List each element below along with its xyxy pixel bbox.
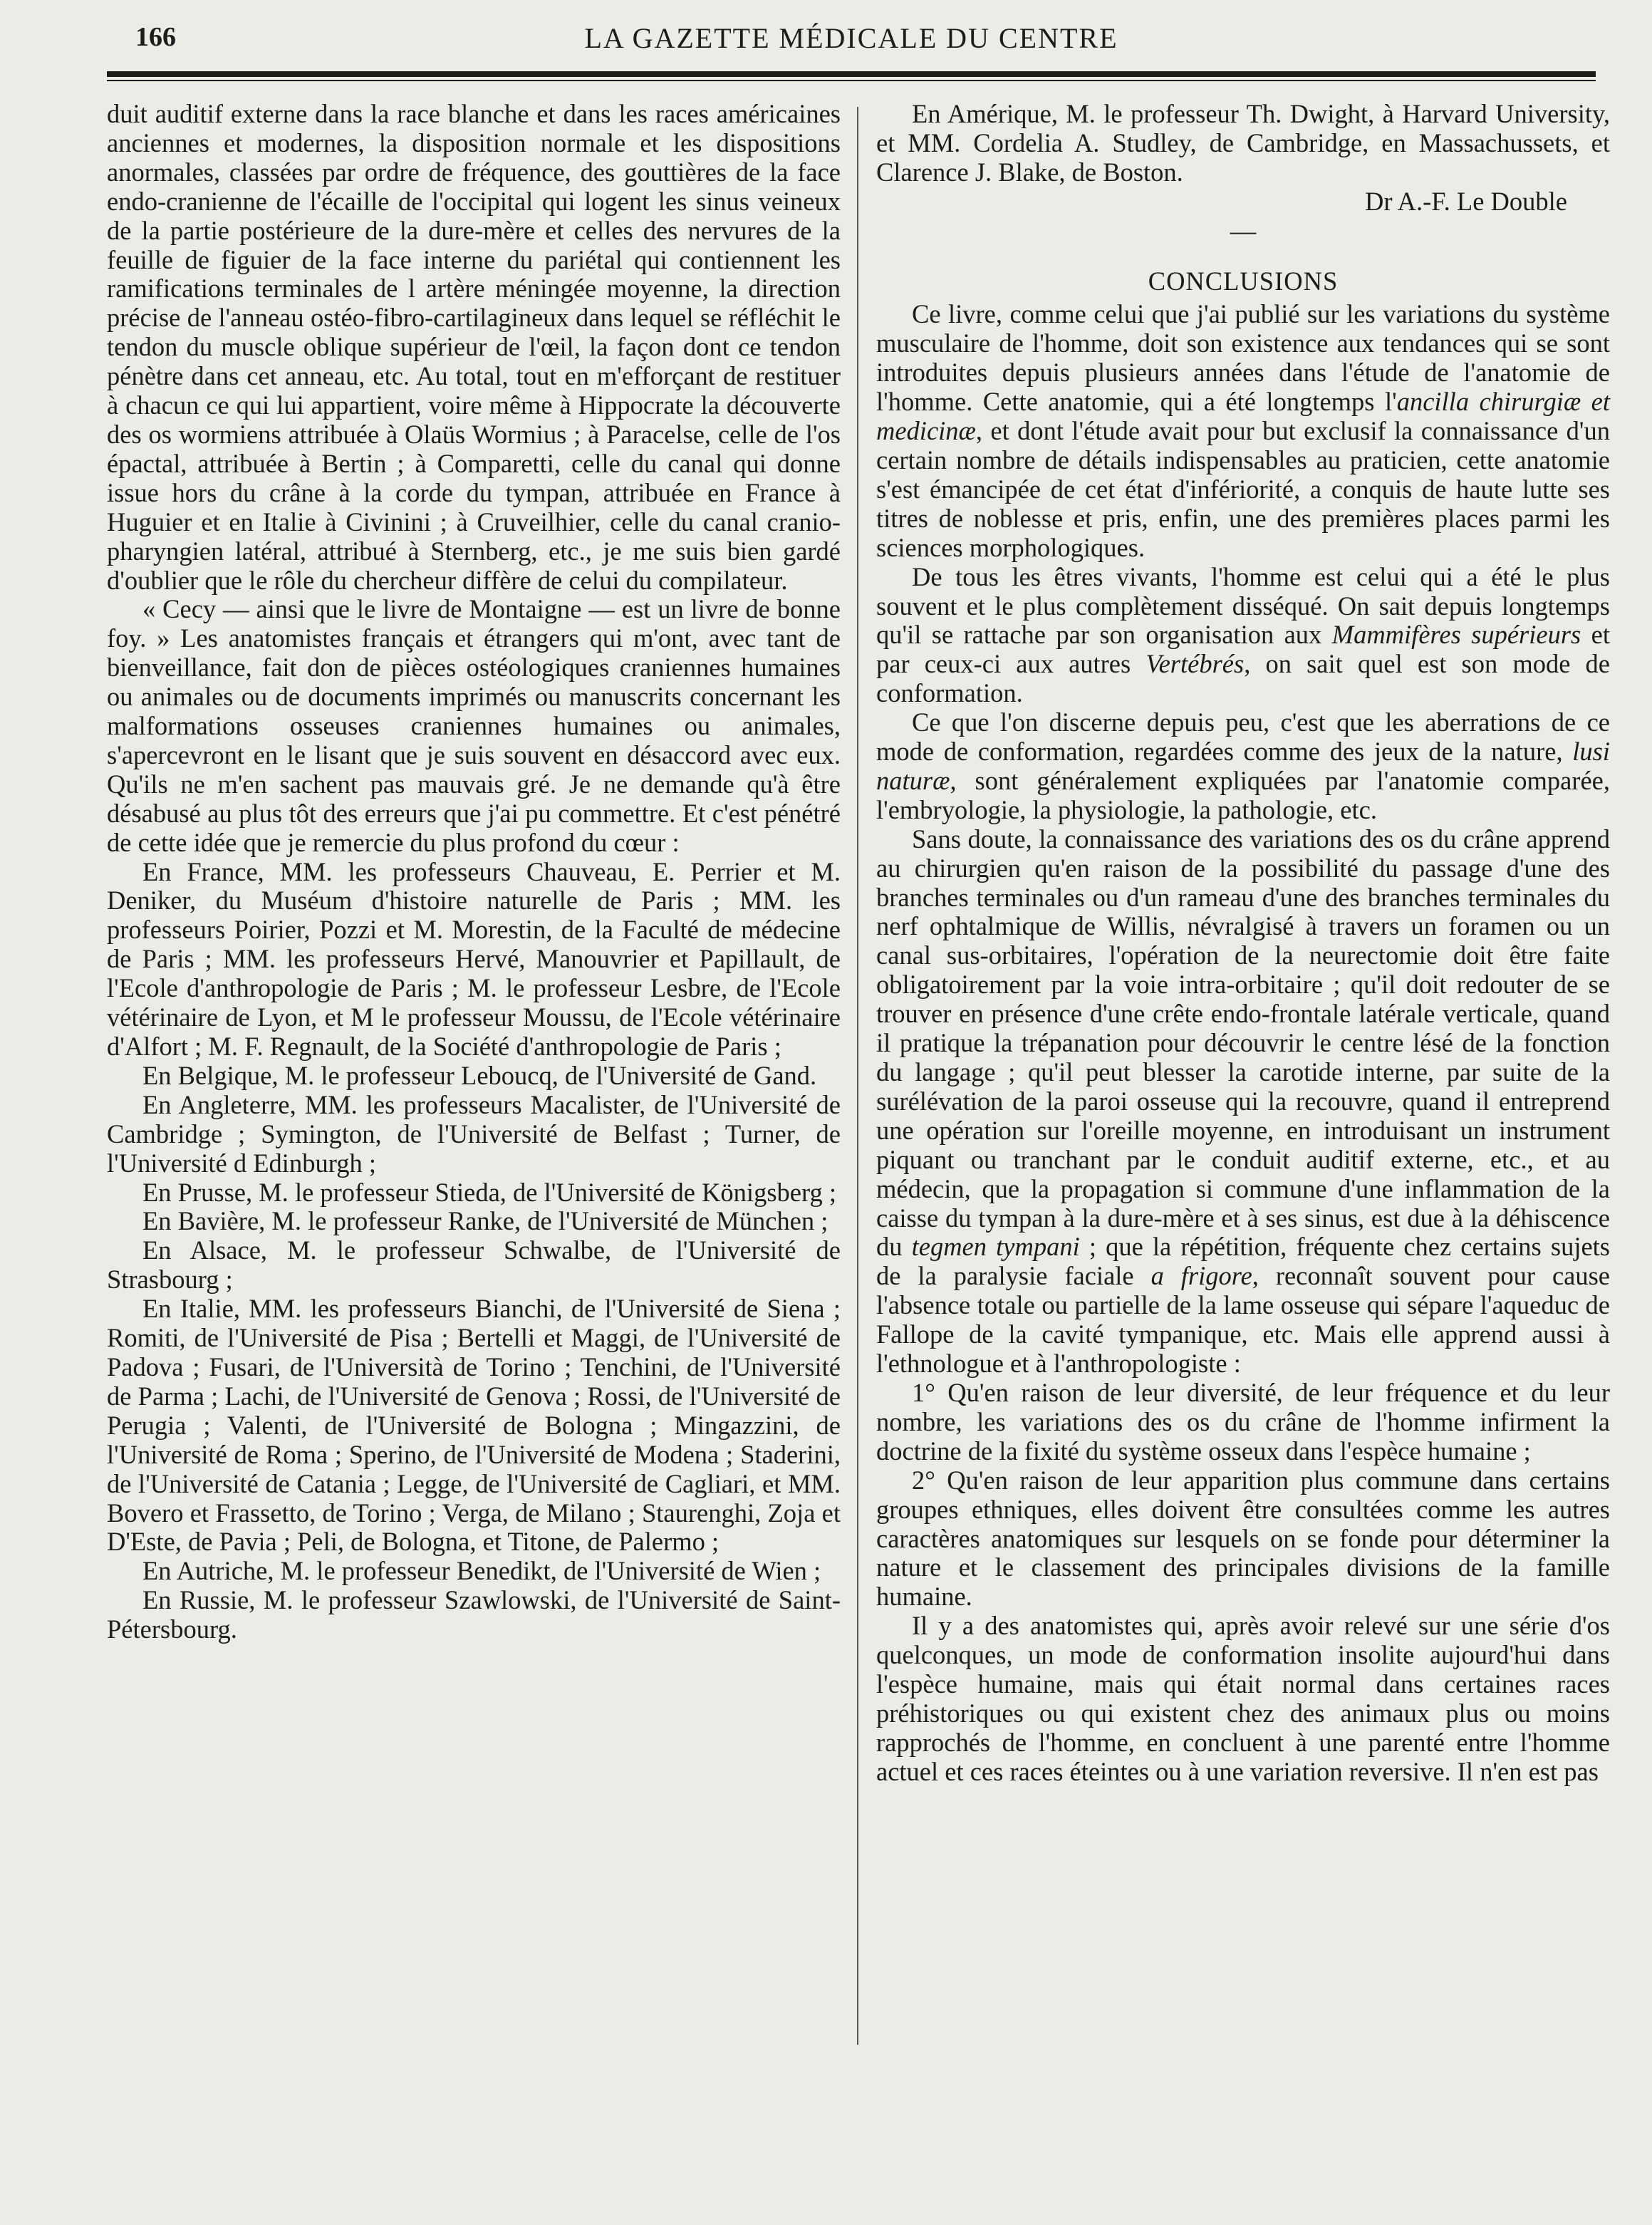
paragraph: En Bavière, M. le professeur Ranke, de l'Université de München ; (142, 1206, 828, 1236)
paragraph: En Belgique, M. le professeur Leboucq, de l'Université de Gand. (142, 1060, 817, 1090)
paragraph: De tous les êtres vivants, l'homme est celui qui a été le plus souvent et le plus complètement disséqué. On sait depuis longtemps qu'il se rattache par son organisation aux Mammifères supérieurs et par ceux-ci aux autres Vertébrés, on sait quel est son mode de conformation. (876, 561, 1610, 708)
paragraph: duit auditif externe dans la race blanche et dans les races américaines anciennes et modernes, la disposition normale et les dispositions anormales, classées par ordre de fréquence, des gouttières de la face endo-cranienne de l'écaille de l'occipital qui logent les sinus veineux de la partie postérieure de la dure-mère et celles des nervures de la feuille de figuier de la face interne du pariétal qui contiennent les ramifications terminales de l artère méningée moyenne, la direction précise de l'anneau ostéo-fibro-cartilagineux dans lequel se réfléchit le tendon du muscle oblique supérieur de l'œil, la façon dont ce tendon pénètre dans cet anneau, etc. Au total, tout en m'efforçant de restituer à chacun ce qui lui appartient, voire même à Hippocrate la découverte des os wormiens attribuée à Olaüs Wormius ; à Paracelse, celle de l'os épactal, attribuée à Bertin ; à Comparetti, celle du canal qui donne issue hors du crâne à la corde du tympan, attribuée en France à Huguier et en Italie à Civinini ; à Cruveilhier, celle du canal cranio-pharyngien latéral, attribué à Sternberg, etc., je me suis bien gardé d'oublier que le rôle du chercheur diffère de celui du compilateur. (107, 99, 841, 595)
page-number: 166 (135, 22, 176, 52)
left-column (107, 100, 841, 1644)
paragraph: 2° Qu'en raison de leur apparition plus commune dans certains groupes ethniques, elles doivent être consultées comme les autres caractères anatomiques sur lesquels on se fonde pour déterminer la nature et le classement des principales divisions de la famille humaine. (876, 1465, 1610, 1612)
paragraph: En Alsace, M. le professeur Schwalbe, de l'Université de Strasbourg ; (107, 1235, 841, 1295)
paragraph: En Italie, MM. les professeurs Bianchi, de l'Université de Siena ; Romiti, de l'Université de Pisa ; Bertelli et Maggi, de l'Université de Padova ; Fusari, de l'Università de Torino ; Tenchini, de l'Université de Parma ; Lachi, de l'Université de Genova ; Rossi, de l'Université de Perugia ; Valenti, de l'Université de Bologna ; Mingazzini, de l'Université de Roma ; Sperino, de l'Université de Modena ; Staderini, de l'Université de Catania ; Legge, de l'Université de Cagliari, et MM. Bovero et Frassetto, de Torino ; Verga, de Milano ; Staurenghi, Zoja et D'Este, de Pavia ; Peli, de Bologna, et Titone, de Palermo ; (107, 1294, 841, 1557)
page-header (107, 21, 1596, 57)
column-divider (857, 107, 858, 2045)
paragraph: En Angleterre, MM. les professeurs Macalister, de l'Université de Cambridge ; Symington, de l'Université de Belfast ; Turner, de l'Université d Edinburgh ; (107, 1089, 841, 1178)
separator: — (1230, 215, 1257, 245)
section-heading: CONCLUSIONS (1148, 266, 1339, 296)
right-column (876, 100, 1610, 1787)
running-title: LA GAZETTE MÉDICALE DU CENTRE (584, 22, 1118, 54)
header-rule-thin (107, 80, 1596, 81)
paragraph: 1° Qu'en raison de leur diversité, de leur fréquence et du leur nombre, les variations des os du crâne de l'homme infirment la doctrine de la fixité du système osseux dans l'espèce humaine ; (876, 1377, 1610, 1466)
paragraph: En France, MM. les professeurs Chauveau, E. Perrier et M. Deniker, du Muséum d'histoire naturelle de Paris ; MM. les professeurs Poirier, Pozzi et M. Morestin, de la Faculté de médecine de Paris ; MM. les professeurs Hervé, Manouvrier et Papillault, de l'Ecole d'anthropologie de Paris ; M. le professeur Lesbre, de l'Ecole vétérinaire de Lyon, et M le professeur Moussu, de l'Ecole vétérinaire d'Alfort ; M. F. Regnault, de la Société d'anthropologie de Paris ; (107, 856, 841, 1061)
author-signature: Dr A.-F. Le Double (1365, 186, 1567, 216)
paragraph: En Prusse, M. le professeur Stieda, de l'Université de Königsberg ; (142, 1177, 836, 1207)
paragraph: En Autriche, M. le professeur Benedikt, de l'Université de Wien ; (142, 1556, 821, 1586)
paragraph: « Cecy — ainsi que le livre de Montaigne — est un livre de bonne foy. » Les anatomistes français et étrangers qui m'ont, avec tant de bienveillance, fait don de pièces ostéologiques craniennes humaines ou animales ou de documents imprimés ou manuscrits concernant les malformations osseuses craniennes humaines ou animales, s'apercevront en le lisant que je suis souvent en désaccord avec eux. Qu'ils ne m'en sachent pas mauvais gré. Je ne demande qu'à être désabusé au plus tôt des erreurs que j'ai pu commettre. Et c'est pénétré de cette idée que je remercie du plus profond du cœur : (107, 594, 841, 857)
paragraph: Sans doute, la connaissance des variations des os du crâne apprend au chirurgien qu'en raison de la possibilité du passage d'une des branches terminales ou d'un rameau d'une des branches terminales du nerf ophtalmique de Willis, névralgisé à travers un foramen ou un canal sus-orbitaires, l'opération de la neurectomie doit être faite obligatoirement par la voie intra-orbitaire ; qu'il doit redouter de se trouver en présence d'une crête endo-frontale latérale verticale, quand il pratique la trépanation pour découvrir le centre lésé de la fonction du langage ; qu'il peut blesser la carotide interne, par suite de la surélévation de la paroi osseuse qui la recouvre, quand il entreprend une opération sur l'oreille moyenne, en introduisant un instrument piquant ou tranchant par le conduit auditif externe, etc., et au médecin, que la propagation si commune d'une inflammation de la caisse du tympan à la dure-mère et à ses sinus, est due à la déhiscence du tegmen tympani ; que la répétition, fréquente chez certains sujets de la paralysie faciale a frigore, reconnaît souvent pour cause l'absence totale ou partielle de la lame osseuse qui sépare l'aqueduc de Fallope de la cavité tympanique, etc. Mais elle apprend aussi à l'ethnologue et à l'anthropologiste : (876, 824, 1611, 1379)
paragraph: Ce que l'on discerne depuis peu, c'est que les aberrations de ce mode de conformation, regardées comme des jeux de la nature, lusi naturæ, sont généralement expliquées par l'anatomie comparée, l'embryologie, la physiologie, la pathologie, etc. (876, 707, 1610, 824)
paragraph: En Russie, M. le professeur Szawlowski, de l'Université de Saint-Pétersbourg. (107, 1585, 841, 1644)
paragraph: Il y a des anatomistes qui, après avoir relevé sur une série d'os quelconques, un mode de conformation insolite aujourd'hui dans l'espèce humaine, mais qui était normal dans certaines races préhistoriques ou qui existent chez des animaux plus ou moins rapprochés de l'homme, en concluent à une parenté entre l'homme actuel et ces races éteintes ou à une variation reversive. Il n'en est pas (876, 1611, 1610, 1786)
paragraph: En Amérique, M. le professeur Th. Dwight, à Harvard University, et MM. Cordelia A. Studley, de Cambridge, en Massachussets, et Clarence J. Blake, de Boston. (876, 99, 1610, 187)
paragraph: Ce livre, comme celui que j'ai publié sur les variations du système musculaire de l'homme, doit son existence aux tendances qui se sont introduites depuis plusieurs années dans l'étude de l'anatomie de l'homme. Cette anatomie, qui a été longtemps l'ancilla chirurgiæ et medicinæ, et dont l'étude avait pour but exclusif la connaissance d'un certain nombre de détails indispensables au praticien, cette anatomie s'est émancipée de cet état d'infériorité, a conquis de haute lutte ses titres de noblesse et pris, enfin, une des premières places parmi les sciences morphologiques. (876, 299, 1610, 562)
header-rule (107, 71, 1596, 77)
